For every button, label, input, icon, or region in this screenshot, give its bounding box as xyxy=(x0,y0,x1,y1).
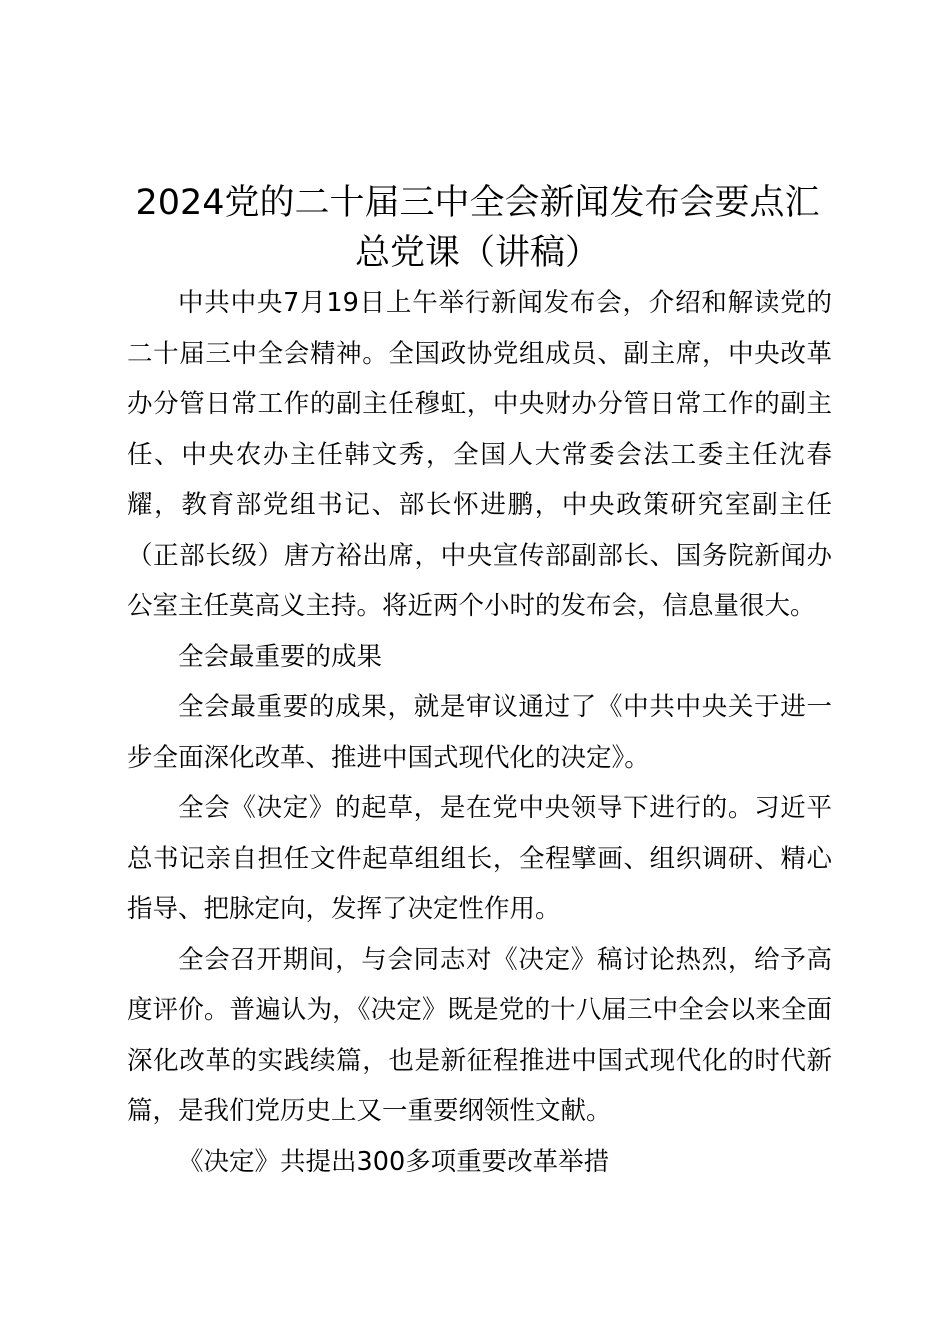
section-heading-main-achievement: 全会最重要的成果 xyxy=(178,641,383,672)
section-heading-reform-measures: 《决定》共提出300多项重要改革举措 xyxy=(178,1146,610,1177)
paragraph-drafting: 全会《决定》的起草，是在党中央领导下进行的。习近平总书记亲自担任文件起草组组长，全程擘画、组织调研、精心指导、把脉定向，发挥了决定性作用。 xyxy=(127,793,832,924)
paragraph-main-achievement: 全会最重要的成果，就是审议通过了《中共中央关于进一步全面深化改革、推进中国式现代化的决定》。 xyxy=(127,692,832,773)
document-body xyxy=(127,278,832,1187)
paragraph-intro: 中共中央7月19日上午举行新闻发布会，介绍和解读党的二十届三中全会精神。全国政协党组成员、副主席，中央改革办分管日常工作的副主任穆虹，中央财办分管日常工作的副主任、中央农办主任韩文秀，全国人大常委会法工委主任沈春耀，教育部党组书记、部长怀进鹏，中央政策研究室副主任（正部长级）唐方裕出席，中央宣传部副部长、国务院新闻办公室主任莫高义主持。将近两个小时的发布会，信息量很大。 xyxy=(127,288,832,621)
document-title: 2024党的二十届三中全会新闻发布会要点汇总党课（讲稿） xyxy=(135,183,820,273)
paragraph-discussion: 全会召开期间，与会同志对《决定》稿讨论热烈，给予高度评价。普遍认为，《决定》既是党的十八届三中全会以来全面深化改革的实践续篇，也是新征程推进中国式现代化的时代新篇，是我们党历史上又一重要纲领性文献。 xyxy=(127,944,832,1126)
